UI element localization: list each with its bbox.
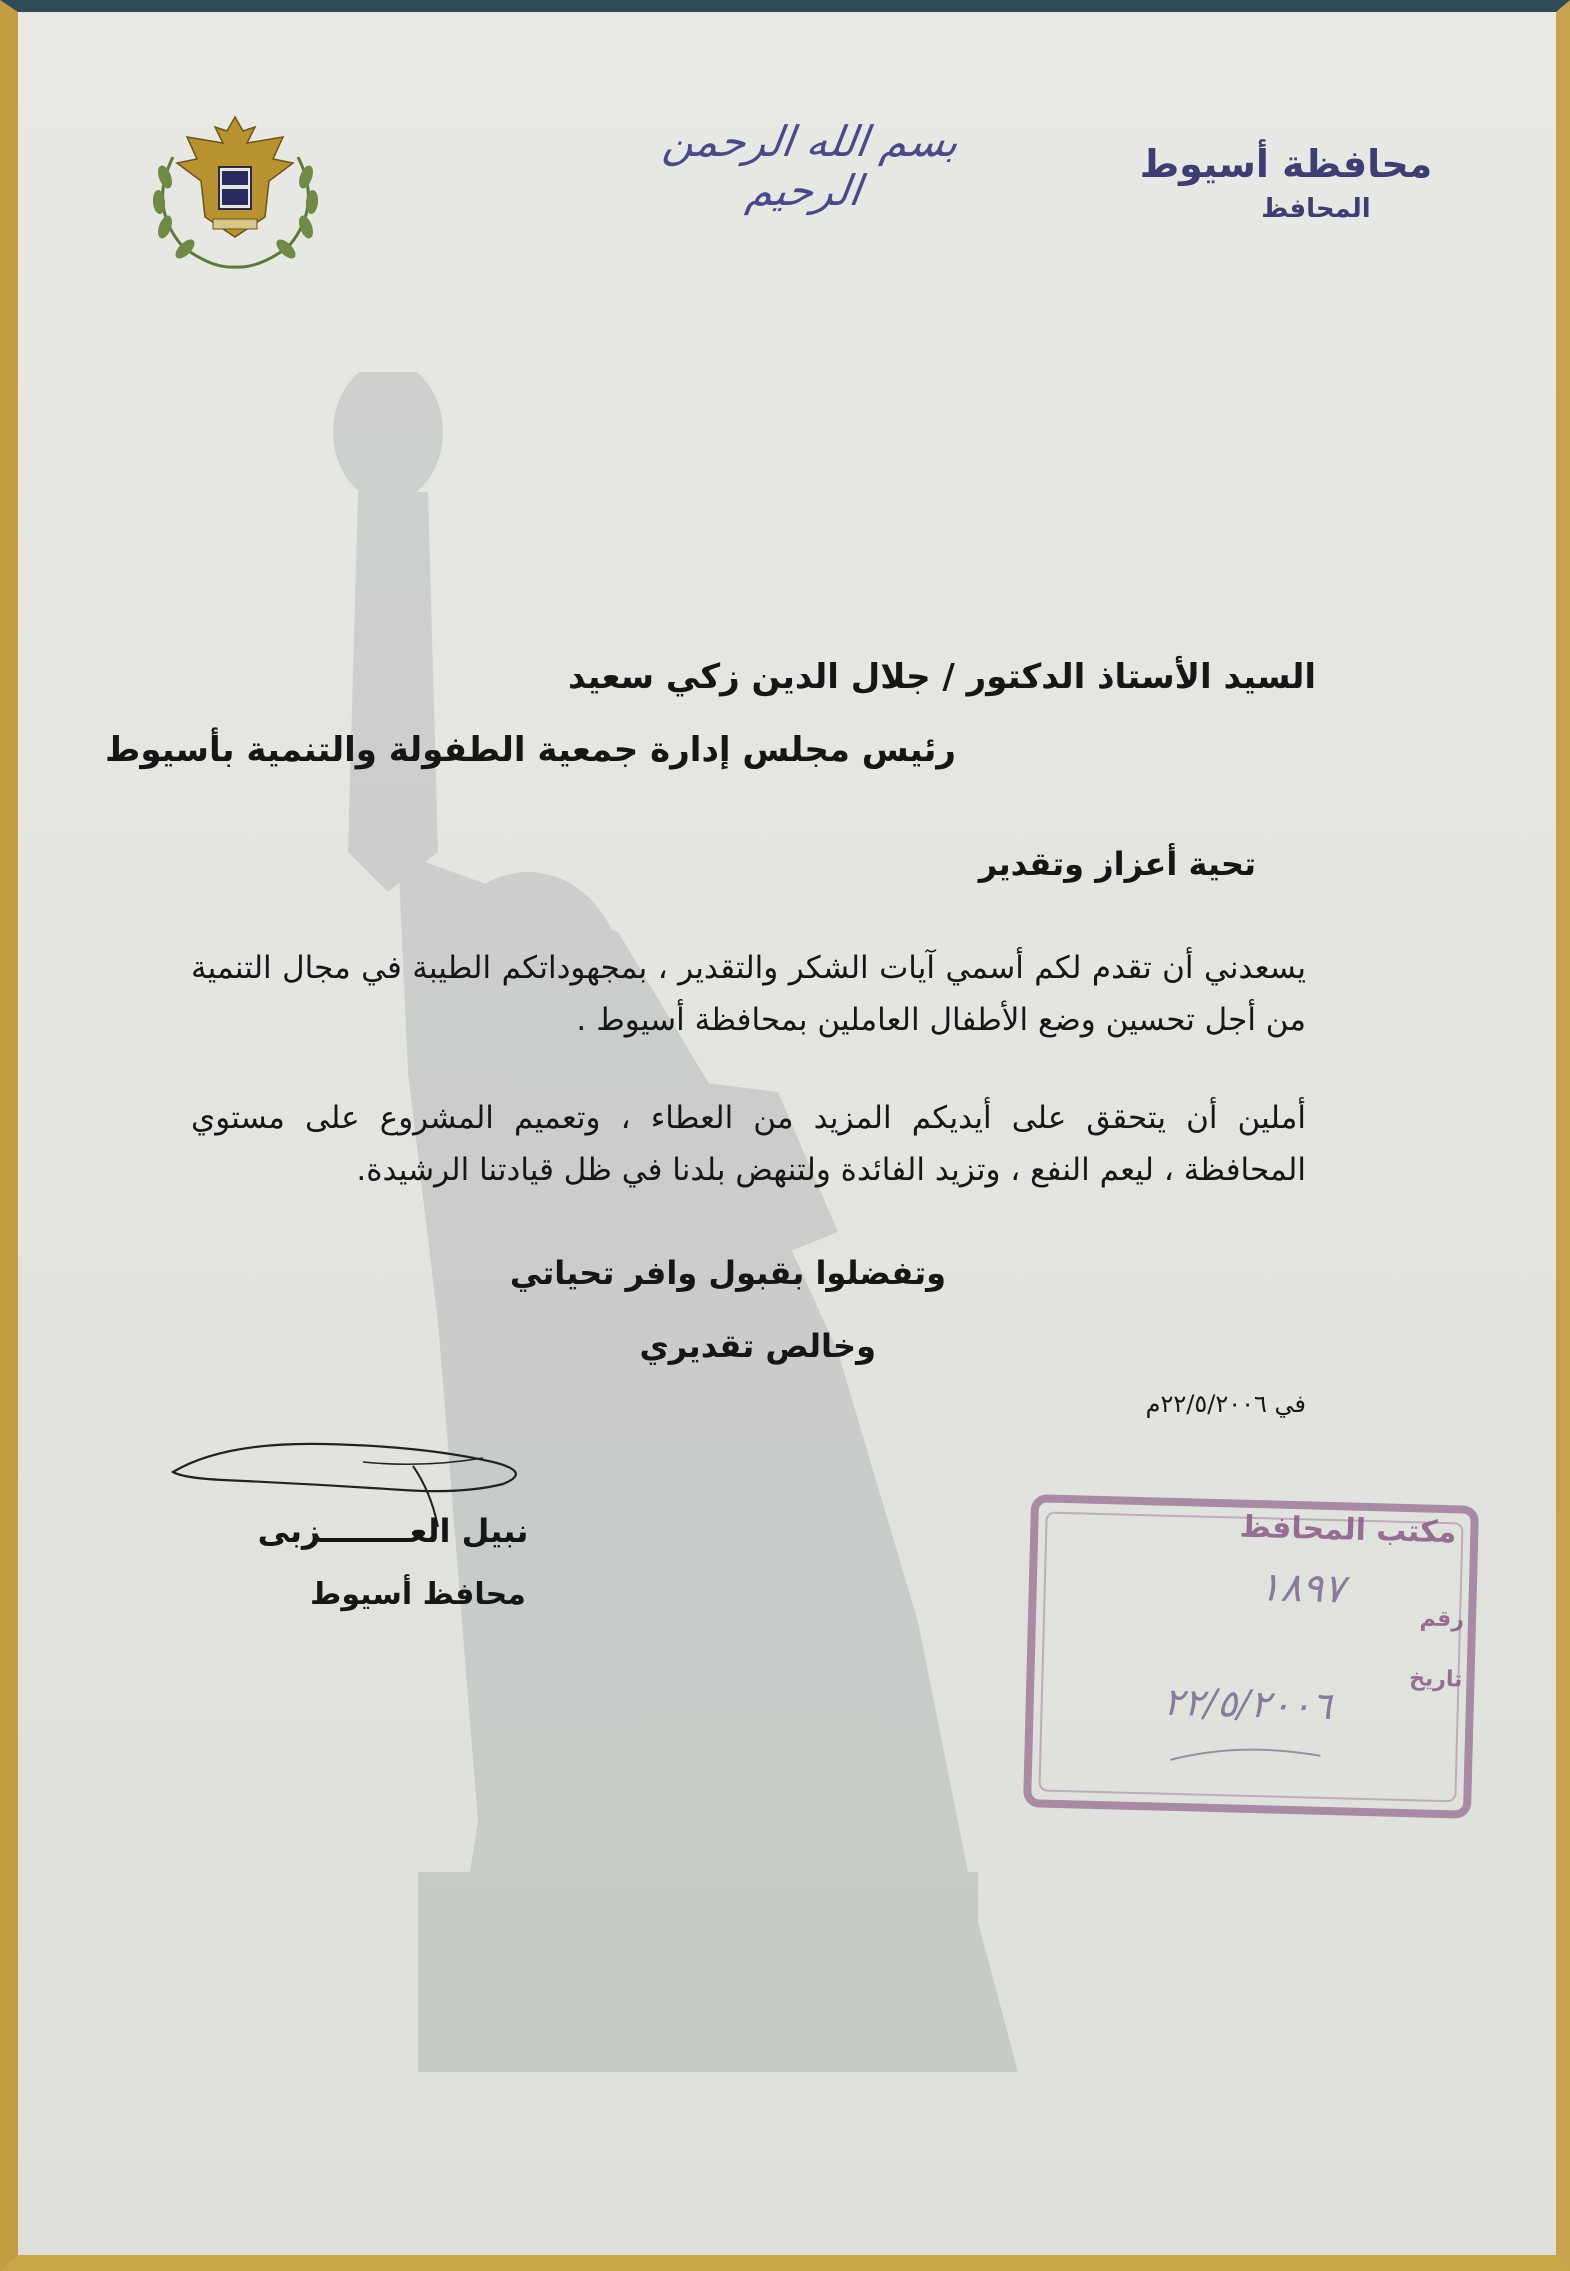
addressee-name: السيد الأستاذ الدكتور / جلال الدين زكي سعيد <box>567 657 1316 697</box>
closing-line-2: وخالص تقديري <box>639 1327 876 1365</box>
signatory-name: نبيل العــــــــزبى <box>257 1512 529 1550</box>
greeting: تحية أعزاز وتقدير <box>978 845 1256 883</box>
receipt-stamp <box>1019 1486 1487 1828</box>
stamp-date: ٢٢/٥/٢٠٠٦ <box>1162 1679 1333 1729</box>
addressee-title: رئيس مجلس إدارة جمعية الطفولة والتنمية بأسيوط <box>105 730 956 770</box>
stamp-number-label: رقم <box>1419 1606 1465 1633</box>
basmala-header: بسم الله الرحمن الرحيم <box>660 117 962 215</box>
egypt-eagle-emblem-icon <box>143 97 328 277</box>
governor-office: المحافظ <box>1261 194 1371 224</box>
stamp-header: مكتب المحافظ <box>1239 1509 1457 1551</box>
body-paragraph-1: يسعدني أن تقدم لكم أسمي آيات الشكر والتقدير ، بمجهوداتكم الطيبة في مجال التنمية من أجل تحسين وضع الأطفال العاملين بمحافظة أسيوط . <box>191 950 1306 1038</box>
body-paragraph-2: أملين أن يتحقق على أيديكم المزيد من العطاء ، وتعميم المشروع على مستوي المحافظة ، ليعم النفع ، وتزيد الفائدة ولتنهض بلدنا في ظل قيادتنا الرشيدة. <box>191 1100 1306 1188</box>
letter-date: في ٢٢/٥/٢٠٠٦م <box>1145 1390 1306 1418</box>
statue-watermark <box>318 372 1078 2072</box>
governorate-name: محافظة أسيوط <box>1139 142 1433 186</box>
closing-line-1: وتفضلوا بقبول وافر تحياتي <box>509 1254 946 1292</box>
governorate-header <box>1136 142 1436 224</box>
signatory-title: محافظ أسيوط <box>310 1577 526 1612</box>
stamp-number: ١٨٩٧ <box>1258 1564 1346 1613</box>
letter-page <box>18 12 1556 2255</box>
stamp-date-label: تاريخ <box>1408 1666 1463 1693</box>
